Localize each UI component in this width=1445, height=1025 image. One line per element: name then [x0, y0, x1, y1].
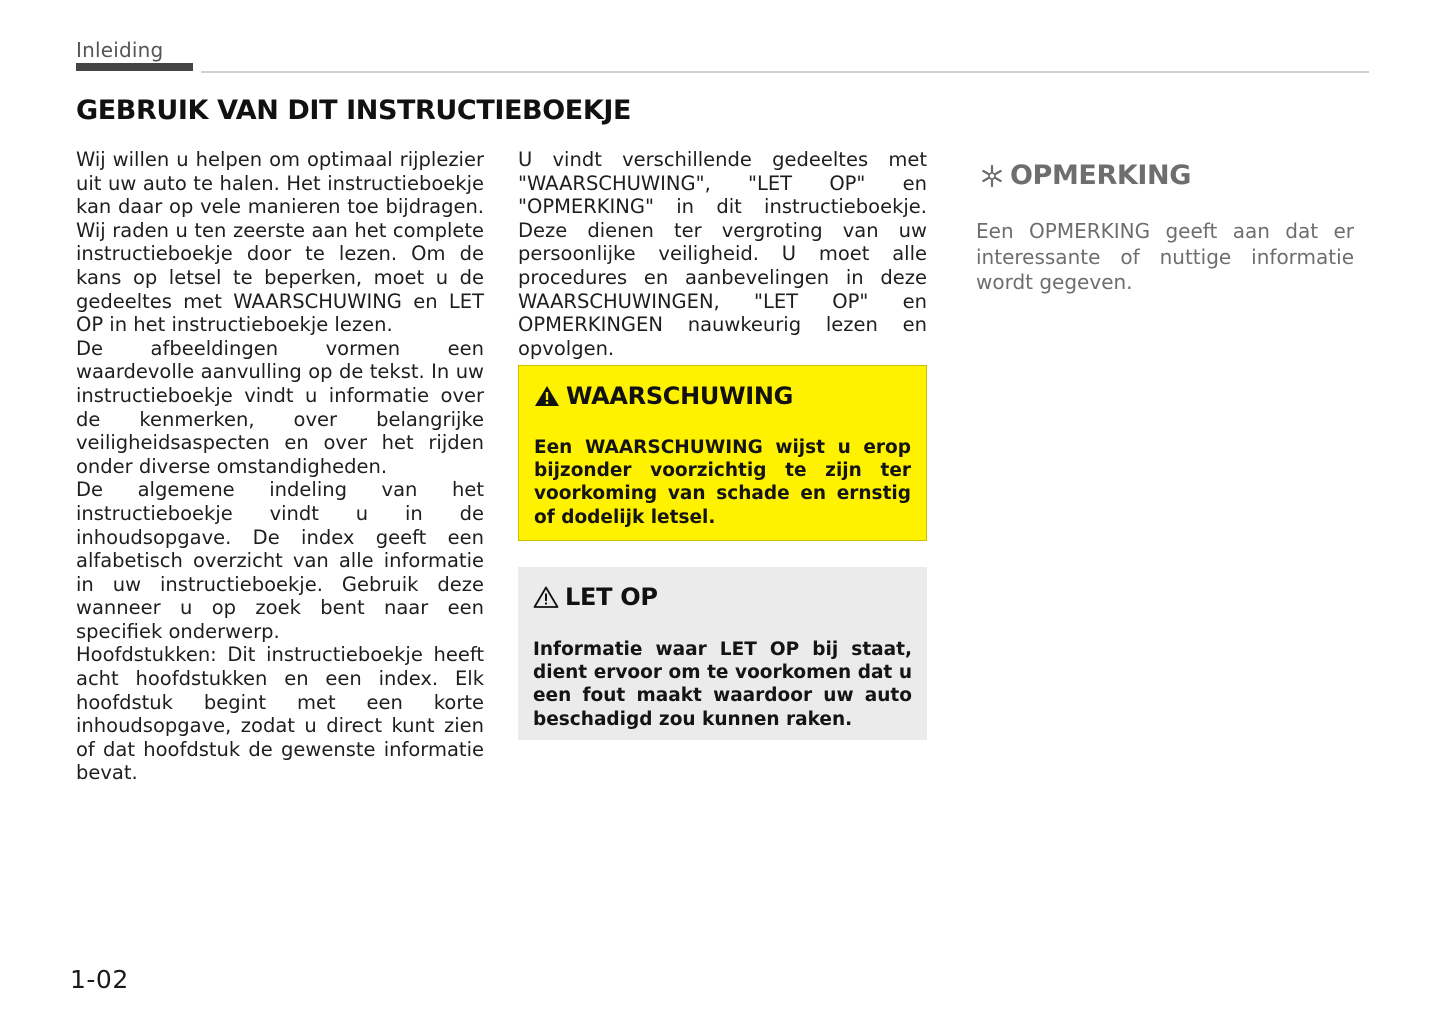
- asterisk-icon: [980, 164, 1004, 188]
- warning-triangle-outline-icon: [533, 585, 559, 609]
- page-number: 1-02: [70, 965, 129, 994]
- section-bar: [76, 63, 193, 71]
- caution-box: [518, 567, 927, 740]
- paragraph-illustrations: De afbeeldingen vormen een waardevolle aanvulling op de tekst. In uw instructieboekje vindt u informatie over de kenmerken, over belangrijke veiligheidsaspecten en over het rijden onder diverse omstandigheden.: [76, 336, 484, 478]
- paragraph-chapters: Hoofdstukken: Dit instructieboekje heeft acht hoofdstukken en een index. Elk hoofdstuk begint met een korte inhoudsopgave, zodat u direct kunt zien of dat hoofdstuk de gewenste informatie bevat.: [76, 643, 484, 785]
- note-title: OPMERKING: [1010, 160, 1191, 191]
- caution-heading: [533, 581, 912, 613]
- warning-heading: [534, 380, 911, 412]
- paragraph-intro: Wij willen u helpen om optimaal rijplezier uit uw auto te halen. Het instructieboekje kan daar op vele manieren toe bijdragen. Wij raden u ten zeerste aan het complete instructieboekje door te lezen. Om de kans op letsel te beperken, moet u de gedeeltes met WAARSCHUWING en LET OP in het instructieboekje lezen.: [76, 148, 484, 337]
- column-left: [76, 148, 484, 785]
- page-title: GEBRUIK VAN DIT INSTRUCTIEBOEKJE: [76, 95, 632, 126]
- note-text: Een OPMERKING geeft aan dat er interessante of nuttige informatie wordt gegeven.: [976, 219, 1354, 294]
- caution-text: Informatie waar LET OP bij staat, dient ervoor om te voorkomen dat u een fout maakt waardoor uw auto beschadigd zou kunnen raken.: [533, 639, 912, 730]
- note-heading: [980, 160, 1191, 191]
- caution-title: LET OP: [565, 583, 658, 611]
- section-rule: [201, 71, 1369, 73]
- paragraph-layout: De algemene indeling van het instructieboekje vindt u in de inhoudsopgave. De index geeft een alfabetisch overzicht van alle informatie in uw instructieboekje. Gebruik deze wanneer u op zoek bent naar een specifiek onderwerp.: [76, 478, 484, 643]
- warning-title: WAARSCHUWING: [566, 382, 794, 410]
- warning-text: Een WAARSCHUWING wijst u erop bijzonder voorzichtig te zijn ter voorkoming van schade en ernstig of dodelijk letsel.: [534, 437, 911, 528]
- warning-box: [518, 365, 927, 541]
- warning-triangle-filled-icon: [534, 384, 560, 408]
- column-middle: [518, 148, 927, 360]
- section-label: Inleiding: [76, 38, 164, 62]
- paragraph-sections: U vindt verschillende gedeeltes met "WAARSCHUWING", "LET OP" en "OPMERKING" in dit instructieboekje. Deze dienen ter vergroting van uw persoonlijke veiligheid. U moet alle procedures en aanbevelingen in deze WAARSCHUWINGEN, "LET OP" en OPMERKINGEN nauwkeurig lezen en opvolgen.: [518, 148, 927, 360]
